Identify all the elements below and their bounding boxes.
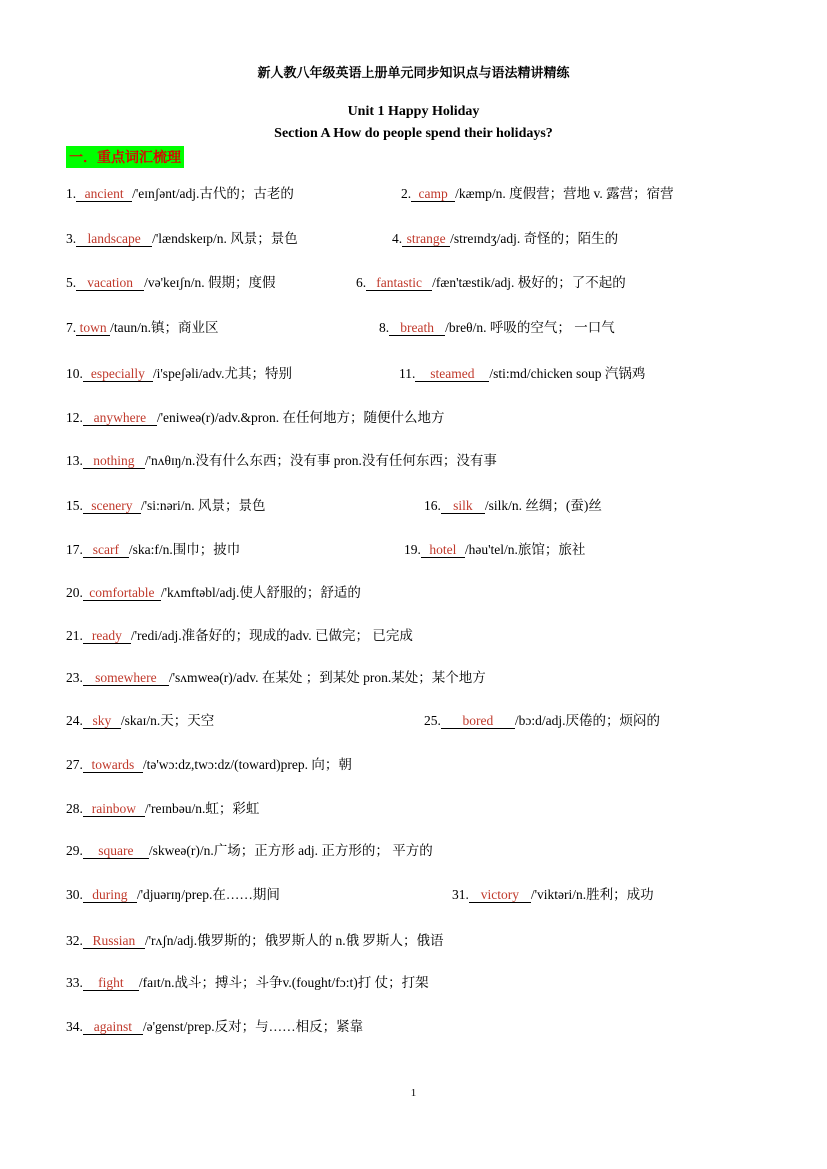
entry-number: 4.: [392, 231, 403, 246]
vocab-entry-right: [452, 883, 654, 903]
word-definition: /'nʌθɪŋ/n.没有什么东西；没有事 pron.没有任何东西；没有事: [144, 453, 497, 468]
entry-number: 28.: [66, 801, 83, 816]
word-definition: /'reɪnbəu/n.虹；彩虹: [144, 801, 260, 816]
entry-number: 23.: [66, 670, 83, 685]
entry-number: 27.: [66, 757, 83, 772]
vocabulary-heading: 一．重点词汇梳理: [66, 146, 184, 168]
answer-word: against: [83, 1019, 143, 1035]
word-definition: /və'keɪʃn/n. 假期；度假: [144, 275, 276, 290]
entry-number: 3.: [66, 231, 77, 246]
word-definition: /'viktəri/n.胜利；成功: [530, 887, 654, 902]
word-definition: /'redi/adj.准备好的；现成的adv. 已做完； 已完成: [130, 628, 413, 643]
word-definition: /'kʌmftəbl/adj.使人舒服的；舒适的: [160, 585, 361, 600]
entry-number: 21.: [66, 628, 83, 643]
entry-number: 7.: [66, 320, 77, 335]
answer-word: fight: [83, 975, 139, 991]
word-definition: /silk/n. 丝绸；(蚕)丝: [484, 498, 602, 513]
word-definition: /faɪt/n.战斗；搏斗；斗争v.(fought/fɔ:t)打 仗；打架: [138, 975, 429, 990]
vocab-row: [0, 624, 827, 644]
vocab-row: [0, 971, 827, 991]
vocab-entry-right: [401, 182, 674, 202]
vocab-row: [0, 753, 827, 773]
word-definition: /ska:f/n.围巾；披巾: [128, 542, 241, 557]
vocab-row: [0, 581, 827, 601]
entry-number: 13.: [66, 453, 83, 468]
word-definition: /'rʌʃn/adj.俄罗斯的；俄罗斯人的 n.俄 罗斯人；俄语: [144, 933, 444, 948]
answer-word: somewhere: [83, 670, 169, 686]
answer-word: landscape: [76, 231, 152, 247]
section-title: Section A How do people spend their holidays?: [274, 126, 553, 141]
vocab-row: [0, 227, 827, 247]
entry-number: 8.: [379, 320, 390, 335]
entry-number: 31.: [452, 887, 469, 902]
answer-word: rainbow: [83, 801, 145, 817]
answer-word: silk: [441, 498, 485, 514]
answer-word: bored: [441, 713, 515, 729]
answer-word: breath: [389, 320, 445, 336]
answer-word: scarf: [83, 542, 129, 558]
word-definition: /ə'genst/prep.反对；与……相反；紧靠: [142, 1019, 364, 1034]
vocab-entry-left: [66, 406, 445, 426]
vocab-row: [0, 316, 827, 336]
page-number: 1: [410, 1087, 417, 1099]
word-definition: /'eɪnʃənt/adj.古代的；古老的: [132, 186, 294, 201]
vocab-row: [0, 538, 827, 558]
word-definition: /'djuərɪŋ/prep.在……期间: [136, 887, 280, 902]
word-definition: /bɔ:d/adj.厌倦的；烦闷的: [514, 713, 660, 728]
entry-number: 10.: [66, 366, 83, 381]
answer-word: Russian: [83, 933, 145, 949]
entry-number: 1.: [66, 186, 77, 201]
vocab-entry-left: [66, 182, 294, 202]
entry-number: 32.: [66, 933, 83, 948]
answer-word: sky: [83, 713, 121, 729]
entry-number: 2.: [401, 186, 412, 201]
vocab-row: [0, 1015, 827, 1035]
vocab-entry-left: [66, 839, 433, 859]
vocab-entry-left: [66, 449, 497, 469]
vocab-row: [0, 797, 827, 817]
vocab-entry-left: [66, 971, 429, 991]
answer-word: anywhere: [83, 410, 157, 426]
answer-word: especially: [83, 366, 153, 382]
entry-number: 25.: [424, 713, 441, 728]
word-definition: /streɪndʒ/adj. 奇怪的；陌生的: [450, 231, 619, 246]
entry-number: 33.: [66, 975, 83, 990]
vocab-row: [0, 362, 827, 382]
vocab-row: [0, 883, 827, 903]
entry-number: 34.: [66, 1019, 83, 1034]
entry-number: 19.: [404, 542, 421, 557]
entry-number: 11.: [399, 366, 416, 381]
entry-number: 12.: [66, 410, 83, 425]
word-definition: /taun/n.镇；商业区: [110, 320, 219, 335]
page-title: 新人教八年级英语上册单元同步知识点与语法精讲精练: [257, 65, 570, 80]
vocab-row: [0, 839, 827, 859]
word-definition: /skaɪ/n.天；天空: [120, 713, 215, 728]
vocab-entry-right: [424, 709, 660, 729]
vocab-entry-left: [66, 753, 352, 773]
vocab-entry-left: [66, 883, 280, 903]
vocab-row: [0, 709, 827, 729]
answer-word: vacation: [76, 275, 144, 291]
vocab-row: [0, 271, 827, 291]
answer-word: ready: [83, 628, 131, 644]
vocab-entry-left: [66, 1015, 363, 1035]
answer-word: strange: [402, 231, 450, 247]
vocab-entry-left: [66, 362, 292, 382]
entry-number: 6.: [356, 275, 367, 290]
vocab-row: [0, 182, 827, 202]
answer-word: steamed: [415, 366, 489, 382]
vocab-entry-left: [66, 666, 486, 686]
vocab-row: [0, 449, 827, 469]
vocab-entry-left: [66, 494, 266, 514]
vocab-entry-right: [356, 271, 626, 291]
vocab-entry-right: [392, 227, 618, 247]
vocab-entry-right: [379, 316, 615, 336]
answer-word: hotel: [421, 542, 465, 558]
vocab-entry-left: [66, 581, 361, 601]
word-definition: /'sʌmweə(r)/adv. 在某处 ；到某处 pron.某处；某个地方: [168, 670, 486, 685]
answer-word: victory: [469, 887, 531, 903]
word-definition: /'si:nəri/n. 风景；景色: [140, 498, 266, 513]
entry-number: 29.: [66, 843, 83, 858]
answer-word: town: [76, 320, 110, 336]
answer-word: towards: [83, 757, 143, 773]
word-definition: /breθ/n. 呼吸的空气； 一口气: [445, 320, 615, 335]
entry-number: 16.: [424, 498, 441, 513]
vocab-row: [0, 929, 827, 949]
unit-title: Unit 1 Happy Holiday: [347, 104, 480, 119]
vocab-entry-right: [404, 538, 585, 558]
vocab-entry-right: [399, 362, 645, 382]
vocab-entry-left: [66, 797, 259, 817]
word-definition: /fæn'tæstik/adj. 极好的；了不起的: [432, 275, 626, 290]
entry-number: 15.: [66, 498, 83, 513]
vocab-entry-left: [66, 227, 298, 247]
entry-number: 30.: [66, 887, 83, 902]
entry-number: 24.: [66, 713, 83, 728]
vocab-entry-left: [66, 538, 240, 558]
word-definition: /'lændskeɪp/n. 风景；景色: [152, 231, 298, 246]
vocab-entry-left: [66, 316, 219, 336]
vocab-row: [0, 666, 827, 686]
answer-word: during: [83, 887, 137, 903]
answer-word: camp: [411, 186, 455, 202]
entry-number: 20.: [66, 585, 83, 600]
answer-word: square: [83, 843, 149, 859]
answer-word: scenery: [83, 498, 141, 514]
vocab-row: [0, 406, 827, 426]
word-definition: /həu'tel/n.旅馆；旅社: [464, 542, 586, 557]
word-definition: /'eniweə(r)/adv.&pron. 在任何地方；随便什么地方: [156, 410, 445, 425]
word-definition: /skweə(r)/n.广场；正方形 adj. 正方形的； 平方的: [148, 843, 433, 858]
entry-number: 5.: [66, 275, 77, 290]
answer-word: nothing: [83, 453, 145, 469]
answer-word: fantastic: [366, 275, 432, 291]
vocab-entry-left: [66, 624, 413, 644]
vocab-entry-left: [66, 709, 214, 729]
entry-number: 17.: [66, 542, 83, 557]
word-definition: /sti:md/chicken soup 汽锅鸡: [489, 366, 646, 381]
word-definition: /kæmp/n. 度假营；营地 v. 露营；宿营: [455, 186, 674, 201]
vocab-entry-left: [66, 929, 444, 949]
answer-word: ancient: [76, 186, 132, 202]
word-definition: /tə'wɔ:dz,twɔ:dz/(toward)prep. 向；朝: [142, 757, 352, 772]
vocab-entry-right: [424, 494, 602, 514]
answer-word: comfortable: [83, 585, 161, 601]
vocab-entry-left: [66, 271, 276, 291]
vocab-row: [0, 494, 827, 514]
word-definition: /i'speʃəli/adv.尤其；特别: [152, 366, 293, 381]
